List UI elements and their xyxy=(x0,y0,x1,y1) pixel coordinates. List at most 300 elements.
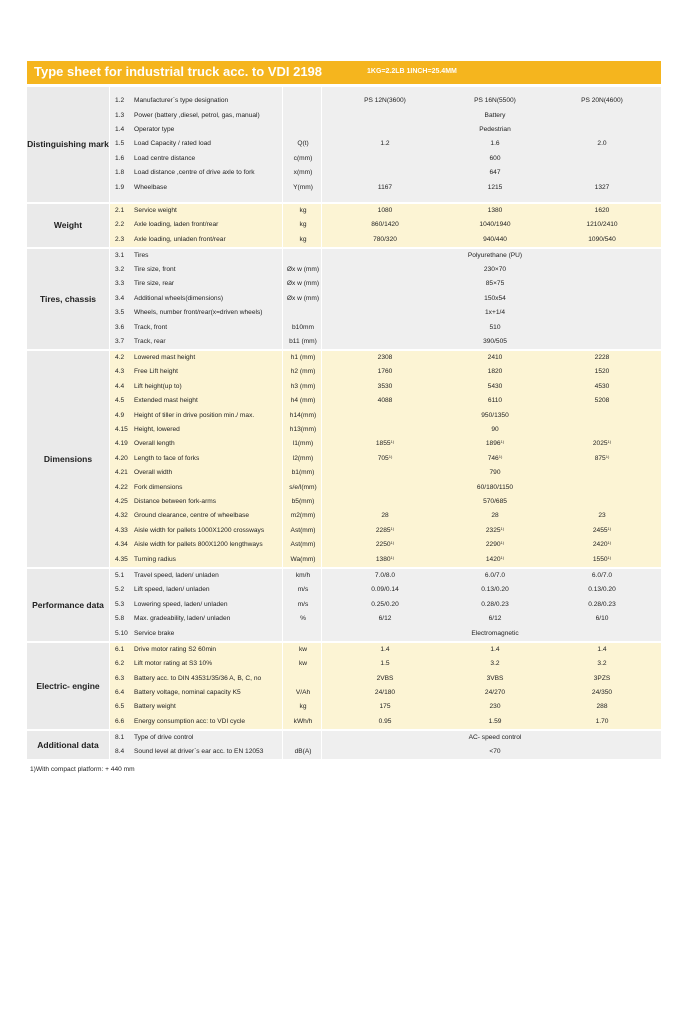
row-value-ps12n xyxy=(345,184,425,191)
section xyxy=(27,87,661,202)
table-row xyxy=(27,437,661,451)
row-number-text: 6.1 xyxy=(115,645,125,653)
row-value-ps20n xyxy=(562,140,642,147)
row-value-ps12n xyxy=(345,541,425,548)
row-number xyxy=(115,630,128,637)
row-value-all-text: 1x+1/4 xyxy=(485,309,505,317)
row-number xyxy=(115,426,128,433)
row-description-text: Overall length xyxy=(134,440,175,448)
row-value-ps16n xyxy=(455,572,535,579)
row-value-ps20n xyxy=(562,572,642,579)
row-number-text: 1.3 xyxy=(115,111,125,119)
table-row xyxy=(27,263,661,277)
row-description xyxy=(134,734,193,741)
row-description xyxy=(134,426,180,433)
row-value-ps12n xyxy=(345,646,425,653)
row-value-all xyxy=(427,280,563,287)
row-value-ps16n-text: 5430 xyxy=(487,382,503,390)
row-description xyxy=(134,630,174,637)
row-value-ps12n-text: 28 xyxy=(381,512,389,520)
row-unit-text: dB(A) xyxy=(294,748,312,755)
row-number-text: 6.6 xyxy=(115,717,125,725)
row-description xyxy=(134,354,195,361)
row-value-all-text: 600 xyxy=(489,154,501,162)
row-value-all-text: 510 xyxy=(489,323,501,331)
row-description-text: Tire size, rear xyxy=(134,280,175,288)
row-description xyxy=(134,675,261,682)
row-value-all xyxy=(427,484,563,491)
footnote-marker: 1) xyxy=(498,453,503,459)
row-value-ps12n-text: 2250 xyxy=(375,541,391,549)
row-value-ps16n-text: 1040/1940 xyxy=(479,221,511,229)
row-number xyxy=(115,97,124,104)
row-number xyxy=(115,280,124,287)
row-unit xyxy=(283,266,323,273)
row-description xyxy=(134,455,199,462)
row-description-text: Additional wheels(dimensions) xyxy=(134,294,224,302)
row-value-ps20n-text: 1.4 xyxy=(597,645,607,653)
row-description-text: Extended mast height xyxy=(134,397,198,405)
row-value-ps16n xyxy=(455,586,535,593)
row-number xyxy=(115,601,124,608)
section xyxy=(27,351,661,567)
table-row xyxy=(27,538,661,552)
footnote-marker: 1) xyxy=(390,554,395,560)
row-value-ps12n xyxy=(345,675,425,682)
row-description xyxy=(134,338,166,345)
row-number-text: 2.2 xyxy=(115,221,125,229)
row-value-ps12n-text: 2VBS xyxy=(376,674,394,682)
footnote-marker: 1) xyxy=(500,554,505,560)
row-number xyxy=(115,541,128,548)
row-unit-text: kg xyxy=(299,221,307,229)
row-number xyxy=(115,734,124,741)
row-value-ps20n xyxy=(562,455,642,462)
row-value-ps12n xyxy=(345,397,425,404)
row-description xyxy=(134,266,176,273)
table-row xyxy=(27,524,661,538)
row-value-ps12n-text: 1.5 xyxy=(380,660,390,668)
row-value-ps16n-text: 6/12 xyxy=(488,615,502,623)
row-value-all xyxy=(427,155,563,162)
section xyxy=(27,643,661,729)
row-value-ps12n xyxy=(345,221,425,228)
row-unit xyxy=(283,368,323,375)
row-description-text: Lowered mast height xyxy=(134,354,196,361)
table-row xyxy=(27,657,661,671)
row-value-all xyxy=(427,266,563,273)
row-description xyxy=(134,309,262,316)
row-value-ps20n-text: 1620 xyxy=(594,206,610,214)
row-description xyxy=(134,689,241,696)
row-number xyxy=(115,586,124,593)
footnote-marker: 1) xyxy=(607,439,612,445)
row-value-ps12n-text: 175 xyxy=(379,703,391,711)
row-value-all-text: 790 xyxy=(489,469,501,477)
row-value-ps16n xyxy=(455,455,535,462)
row-value-ps16n-text: 1.4 xyxy=(490,645,500,653)
row-value-all-text: 85×75 xyxy=(485,280,505,288)
row-value-ps16n xyxy=(455,556,535,563)
row-value-all xyxy=(427,469,563,476)
row-description xyxy=(134,280,174,287)
row-value-ps12n xyxy=(345,527,425,534)
table-row xyxy=(27,181,661,195)
row-unit-text: kw xyxy=(298,645,308,653)
row-unit-text: h1 (mm) xyxy=(290,354,316,361)
footnote-marker: 1) xyxy=(500,540,505,546)
table-row xyxy=(27,152,661,166)
row-unit xyxy=(283,426,323,433)
row-number xyxy=(115,615,124,622)
row-value-ps12n-text: 1855 xyxy=(375,440,391,448)
row-unit xyxy=(283,512,323,519)
row-value-ps20n xyxy=(562,440,642,447)
table-row xyxy=(27,292,661,306)
row-value-ps16n-text: 1.59 xyxy=(488,717,502,725)
row-number-text: 4.4 xyxy=(115,382,125,390)
row-value-ps12n xyxy=(345,572,425,579)
row-description-text: Sound level at driver`s ear acc. to EN 12053 xyxy=(134,748,264,755)
table-row xyxy=(27,204,661,218)
row-value-ps16n xyxy=(455,689,535,696)
row-description xyxy=(134,512,249,519)
section-category: Performance data xyxy=(27,569,109,641)
row-value-ps12n-text: 0.95 xyxy=(378,717,392,725)
row-value-ps12n xyxy=(345,703,425,710)
row-value-ps12n xyxy=(345,601,425,608)
row-value-ps20n-text: 23 xyxy=(598,512,606,520)
row-value-ps20n-text: PS 20N(4600) xyxy=(581,97,623,105)
row-value-ps20n-text: 6.0/7.0 xyxy=(591,572,613,579)
row-value-all xyxy=(427,295,563,302)
row-number-text: 1.6 xyxy=(115,154,125,162)
row-description xyxy=(134,155,195,162)
row-value-ps16n xyxy=(455,140,535,147)
row-value-ps20n xyxy=(562,718,642,725)
row-value-ps12n xyxy=(345,207,425,214)
row-number-text: 4.5 xyxy=(115,397,125,405)
table-row xyxy=(27,94,661,108)
row-description-text: Battery acc. to DIN 43531/35/36 A, B, C, no xyxy=(134,674,262,682)
row-description-text: Length to face of forks xyxy=(134,454,200,462)
row-unit-text: m2(mm) xyxy=(290,512,316,520)
row-value-ps16n xyxy=(455,675,535,682)
row-number xyxy=(115,689,124,696)
row-value-ps20n-text: 3.2 xyxy=(597,660,607,668)
row-value-ps20n xyxy=(562,586,642,593)
row-unit-text: Øx w (mm) xyxy=(286,266,320,273)
row-unit-text: l2(mm) xyxy=(292,454,314,462)
row-number-text: 4.33 xyxy=(115,526,128,534)
row-number-text: 4.3 xyxy=(115,368,125,376)
row-unit-text: h14(mm) xyxy=(289,411,317,419)
row-number-text: 1.8 xyxy=(115,169,125,177)
row-value-all xyxy=(427,126,563,133)
row-unit xyxy=(283,455,323,462)
row-unit xyxy=(283,484,323,491)
row-number xyxy=(115,440,128,447)
row-unit xyxy=(283,207,323,214)
row-value-all-text: 950/1350 xyxy=(481,411,509,419)
row-number xyxy=(115,184,124,191)
row-value-all xyxy=(427,324,563,331)
table-row xyxy=(27,423,661,437)
row-number-text: 3.5 xyxy=(115,309,125,317)
row-value-all-text: 570/685 xyxy=(483,498,507,505)
row-value-ps12n-text: 1167 xyxy=(377,183,393,191)
row-unit-text: h2 (mm) xyxy=(290,368,316,376)
row-description-text: Lift height(up to) xyxy=(134,382,182,390)
row-unit xyxy=(283,703,323,710)
row-number xyxy=(115,354,124,361)
row-description xyxy=(134,703,176,710)
table-row xyxy=(27,277,661,291)
row-unit xyxy=(283,236,323,243)
row-value-ps12n-text: 6/12 xyxy=(378,615,392,623)
table-row xyxy=(27,452,661,466)
row-unit-text: kWh/h xyxy=(293,717,313,725)
table-row xyxy=(27,481,661,495)
row-number xyxy=(115,295,124,302)
row-number xyxy=(115,126,124,133)
row-value-ps20n xyxy=(562,527,642,534)
table-row xyxy=(27,627,661,641)
row-value-ps12n-text: PS 12N(3600) xyxy=(364,97,406,105)
row-value-all-text: 230×70 xyxy=(483,266,507,273)
row-value-ps20n xyxy=(562,207,642,214)
row-value-ps20n-text: 6/10 xyxy=(595,615,609,623)
row-number xyxy=(115,221,124,228)
row-unit-text: Øx w (mm) xyxy=(286,294,320,302)
row-value-ps16n xyxy=(455,207,535,214)
row-value-ps16n-text: 1896 xyxy=(485,440,501,448)
row-number-text: 4.15 xyxy=(115,426,128,433)
row-value-all xyxy=(427,426,563,433)
row-unit-text: h13(mm) xyxy=(289,426,317,433)
row-unit xyxy=(283,140,323,147)
row-description-text: Lift speed, laden/ unladen xyxy=(134,586,210,594)
row-value-ps16n xyxy=(455,397,535,404)
row-unit xyxy=(283,646,323,653)
row-value-ps12n-text: 780/320 xyxy=(373,235,397,243)
row-description xyxy=(134,169,255,176)
row-number xyxy=(115,338,124,345)
row-unit xyxy=(283,469,323,476)
row-value-all-text: <70 xyxy=(489,748,501,755)
row-value-ps20n xyxy=(562,184,642,191)
row-description-text: Tire size, front xyxy=(134,266,176,273)
page-title: Type sheet for industrial truck acc. to VDI 2198 xyxy=(34,64,323,79)
row-value-ps20n xyxy=(562,221,642,228)
footnote-marker: 1) xyxy=(390,525,395,531)
table-row xyxy=(27,380,661,394)
section xyxy=(27,204,661,247)
table-row xyxy=(27,583,661,597)
row-value-ps16n xyxy=(455,601,535,608)
row-unit-text: Ast(mm) xyxy=(290,526,316,534)
row-value-ps20n-text: 2455 xyxy=(592,526,608,534)
table-row xyxy=(27,335,661,349)
row-number xyxy=(115,556,128,563)
row-unit xyxy=(283,397,323,404)
row-description xyxy=(134,324,167,331)
row-number-text: 5.10 xyxy=(115,629,128,637)
row-number xyxy=(115,309,124,316)
row-value-ps20n-text: 2.0 xyxy=(597,140,607,148)
row-value-ps16n xyxy=(455,660,535,667)
row-value-ps16n xyxy=(455,541,535,548)
row-number-text: 4.22 xyxy=(115,483,128,491)
row-description xyxy=(134,207,177,214)
row-value-ps20n xyxy=(562,556,642,563)
row-number-text: 3.1 xyxy=(115,251,125,259)
row-value-ps12n-text: 860/1420 xyxy=(371,221,399,229)
table-row xyxy=(27,123,661,137)
row-value-ps20n-text: 24/350 xyxy=(591,689,613,696)
row-description-text: Load centre distance xyxy=(134,154,196,162)
row-description-text: Tires xyxy=(134,251,149,259)
row-value-ps16n xyxy=(455,527,535,534)
row-value-all xyxy=(427,112,563,119)
row-value-all-text: 647 xyxy=(489,169,501,177)
row-number xyxy=(115,112,124,119)
row-unit xyxy=(283,748,323,755)
table-row xyxy=(27,745,661,759)
row-number-text: 4.21 xyxy=(115,469,128,477)
row-number-text: 6.4 xyxy=(115,689,125,696)
row-value-ps20n xyxy=(562,675,642,682)
footnote-marker: 1) xyxy=(607,540,612,546)
row-value-ps12n xyxy=(345,354,425,361)
row-value-ps16n-text: 3VBS xyxy=(486,674,504,682)
row-description-text: Distance between fork-arms xyxy=(134,498,217,505)
table-row xyxy=(27,715,661,729)
table-row xyxy=(27,731,661,745)
row-number-text: 8.1 xyxy=(115,733,125,741)
row-value-ps16n xyxy=(455,236,535,243)
row-unit-text: kg xyxy=(299,703,307,711)
table-row xyxy=(27,495,661,509)
row-unit-text: h4 (mm) xyxy=(290,397,316,405)
row-value-ps20n xyxy=(562,541,642,548)
row-number xyxy=(115,455,128,462)
row-unit xyxy=(283,660,323,667)
row-number xyxy=(115,748,124,755)
row-number-text: 4.20 xyxy=(115,454,128,462)
row-number-text: 4.9 xyxy=(115,411,125,419)
row-value-ps20n xyxy=(562,397,642,404)
row-value-ps20n-text: 3PZS xyxy=(593,674,611,682)
row-value-ps12n xyxy=(345,660,425,667)
row-description-text: Fork dimensions xyxy=(134,483,183,491)
row-number xyxy=(115,412,124,419)
table-row xyxy=(27,686,661,700)
table-row xyxy=(27,509,661,523)
row-description-text: Battery weight xyxy=(134,703,176,711)
row-value-ps20n-text: 1.70 xyxy=(595,717,609,725)
row-unit xyxy=(283,324,323,331)
row-description xyxy=(134,646,216,653)
row-number-text: 4.34 xyxy=(115,541,128,549)
section-category: Tires, chassis xyxy=(27,249,109,349)
row-unit xyxy=(283,498,323,505)
row-value-ps16n xyxy=(455,368,535,375)
row-value-ps12n xyxy=(345,140,425,147)
row-number-text: 1.2 xyxy=(115,97,125,105)
row-description xyxy=(134,615,230,622)
row-value-ps12n-text: 0.25/0.20 xyxy=(371,600,399,608)
row-number xyxy=(115,236,124,243)
row-number xyxy=(115,368,124,375)
row-value-ps12n xyxy=(345,97,425,104)
row-unit-text: b5(mm) xyxy=(291,498,315,505)
row-unit-text: kg xyxy=(299,235,307,243)
footnote-marker: 1) xyxy=(607,525,612,531)
table-row xyxy=(27,612,661,626)
row-description xyxy=(134,368,178,375)
row-description xyxy=(134,586,210,593)
row-value-ps16n-text: 6.0/7.0 xyxy=(484,572,506,579)
row-description-text: Track, front xyxy=(134,323,168,331)
row-unit-text: kw xyxy=(298,660,308,668)
row-value-all xyxy=(427,734,563,741)
row-value-ps16n xyxy=(455,383,535,390)
row-description-text: Wheelbase xyxy=(134,183,167,191)
unit-conversion-note: 1KG=2.2LB 1INCH=25.4MM xyxy=(367,68,457,75)
row-value-ps16n-text: 1380 xyxy=(487,206,503,214)
row-value-ps16n-text: 0.13/0.20 xyxy=(481,586,509,594)
row-unit-text: Q(t) xyxy=(297,140,309,148)
row-value-ps16n-text: 0.28/0.23 xyxy=(481,600,509,608)
row-number xyxy=(115,660,124,667)
row-unit-text: Ast(mm) xyxy=(290,541,316,549)
row-number-text: 4.19 xyxy=(115,440,128,448)
row-unit-text: kg xyxy=(299,206,307,214)
row-value-ps12n xyxy=(345,236,425,243)
row-value-all xyxy=(427,630,563,637)
row-value-ps20n-text: 875 xyxy=(594,454,606,462)
row-value-ps16n xyxy=(455,221,535,228)
row-description-text: Aisle width for pallets 800X1200 lengthways xyxy=(134,541,263,549)
row-value-all-text: Polyurethane (PU) xyxy=(467,251,523,259)
row-description-text: Aisle width for pallets 1000X1200 crossways xyxy=(134,526,265,534)
footnote-marker: 1) xyxy=(500,525,505,531)
row-unit-text: km/h xyxy=(295,572,311,579)
row-value-ps16n-text: 1420 xyxy=(485,555,501,563)
section-category: Weight xyxy=(27,204,109,247)
row-value-ps12n-text: 1380 xyxy=(375,555,391,563)
row-description xyxy=(134,397,198,404)
row-value-ps12n-text: 3530 xyxy=(377,382,393,390)
row-unit xyxy=(283,601,323,608)
row-description-text: Energy consumption acc: to VDI cycle xyxy=(134,717,246,725)
footnote-marker: 1) xyxy=(390,439,395,445)
row-number-text: 5.1 xyxy=(115,572,125,579)
row-value-ps20n-text: 2420 xyxy=(592,541,608,549)
row-value-ps20n-text: 288 xyxy=(596,703,608,711)
row-value-ps16n xyxy=(455,354,535,361)
footnote-marker: 1) xyxy=(500,439,505,445)
row-value-all xyxy=(427,169,563,176)
row-description xyxy=(134,748,263,755)
row-value-all xyxy=(427,338,563,345)
row-value-ps16n-text: 2325 xyxy=(485,526,501,534)
section-category: Dimensions xyxy=(27,351,109,567)
row-unit-text: x(mm) xyxy=(293,169,313,177)
row-number xyxy=(115,675,124,682)
row-number-text: 1.4 xyxy=(115,125,125,133)
